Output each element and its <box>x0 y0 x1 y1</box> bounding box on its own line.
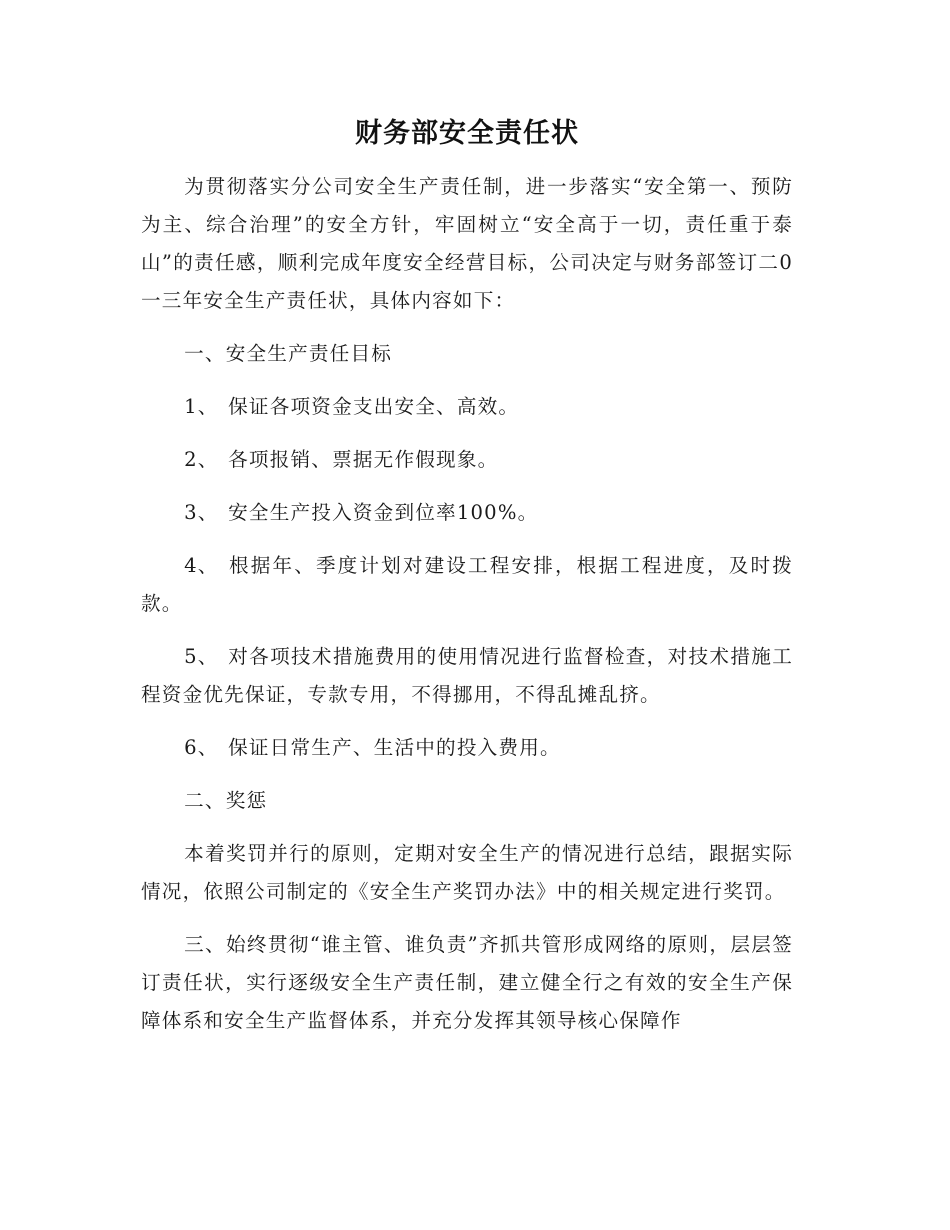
goal-number: 1、 <box>184 395 219 418</box>
goal-text: 对各项技术措施费用的使用情况进行监督检查，对技术措施工程资金优先保证，专款专用，不得挪用，不得乱摊乱挤。 <box>141 645 793 706</box>
goal-number: 5、 <box>184 645 219 668</box>
goal-text: 保证各项资金支出安全、高效。 <box>228 395 520 418</box>
goal-number: 6、 <box>184 736 219 759</box>
goal-number: 2、 <box>184 448 219 471</box>
document-body <box>141 110 793 1055</box>
section-3-paragraph: 三、始终贯彻“谁主管、谁负责”齐抓共管形成网络的原则，层层签订责任状，实行逐级安全生产责任制，建立健全行之有效的安全生产保障体系和安全生产监督体系，并充分发挥其领导核心保障作 <box>141 933 793 1032</box>
section-1-heading: 一、安全生产责任目标 <box>184 342 393 365</box>
goal-item-1 <box>141 388 793 426</box>
goal-text: 各项报销、票据无作假现象。 <box>228 448 499 471</box>
goal-item-3 <box>141 494 793 532</box>
goal-text: 保证日常生产、生活中的投入费用。 <box>228 736 561 759</box>
goal-item-4 <box>141 547 793 623</box>
goal-number: 4、 <box>184 554 219 577</box>
section-2-paragraph: 本着奖罚并行的原则，定期对安全生产的情况进行总结，跟据实际情况，依照公司制定的《安全生产奖罚办法》中的相关规定进行奖罚。 <box>141 842 793 903</box>
goal-text: 根据年、季度计划对建设工程安排，根据工程进度，及时拨款。 <box>141 554 793 615</box>
document-title: 财务部安全责任状 <box>355 118 579 149</box>
goal-item-5 <box>141 638 793 714</box>
section-2-heading: 二、奖惩 <box>184 789 268 812</box>
goal-item-6 <box>141 729 793 767</box>
goal-item-2 <box>141 441 793 479</box>
goal-number: 3、 <box>184 501 219 524</box>
intro-paragraph: 为贯彻落实分公司安全生产责任制，进一步落实“安全第一、预防为主、综合治理”的安全方针，牢固树立“安全高于一切，责任重于泰山”的责任感，顺利完成年度安全经营目标，公司决定与财务部签订二0一三年安全生产责任状，具体内容如下： <box>141 175 793 312</box>
goal-text: 安全生产投入资金到位率100%。 <box>228 501 539 524</box>
